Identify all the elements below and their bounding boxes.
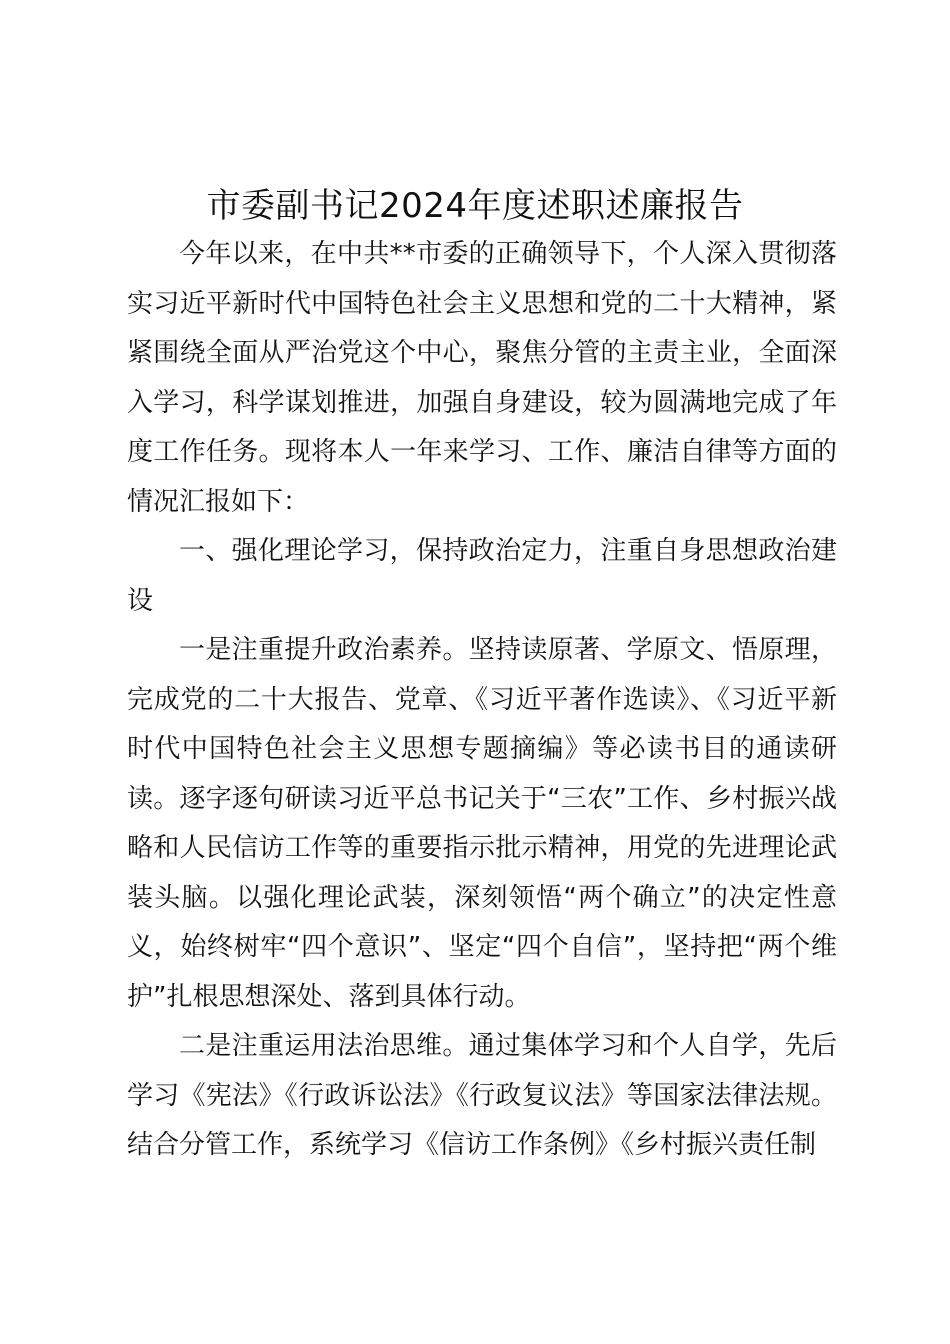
- document-body: [127, 230, 837, 1171]
- paragraph-political-literacy: 一是注重提升政治素养。坚持读原著、学原文、悟原理，完成党的二十大报告、党章、《习近平著作选读》、《习近平新时代中国特色社会主义思想专题摘编》等必读书目的通读研读。逐字逐句研读习近平总书记关于“三农”工作、乡村振兴战略和人民信访工作等的重要指示批示精神，用党的先进理论武装头脑。以强化理论武装，深刻领悟“两个确立”的决定性意义，始终树牢“四个意识”、坚定“四个自信”，坚持把“两个维护”扎根思想深处、落到具体行动。: [127, 635, 837, 1012]
- paragraph-rule-of-law: 二是注重运用法治思维。通过集体学习和个人自学，先后学习《宪法》《行政诉讼法》《行政复议法》等国家法律法规。结合分管工作，系统学习《信访工作条例》《乡村振兴责任制: [127, 1031, 837, 1160]
- section-heading-1: 一、强化理论学习，保持政治定力，注重自身思想政治建设: [127, 536, 837, 616]
- document-title: 市委副书记2024年度述职述廉报告: [206, 186, 744, 226]
- intro-paragraph: 今年以来，在中共**市委的正确领导下，个人深入贯彻落实习近平新时代中国特色社会主义思想和党的二十大精神，紧紧围绕全面从严治党这个中心，聚焦分管的主责主业，全面深入学习，科学谋划推进，加强自身建设，较为圆满地完成了年度工作任务。现将本人一年来学习、工作、廉洁自律等方面的情况汇报如下：: [127, 239, 837, 517]
